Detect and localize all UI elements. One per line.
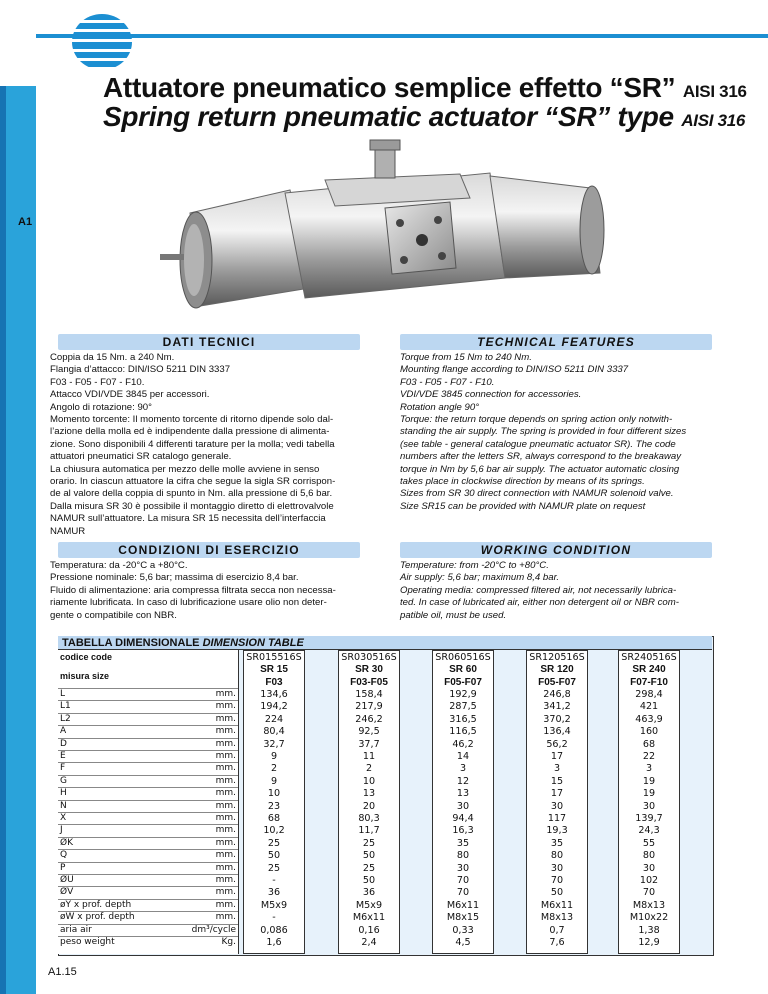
column-code: SR240516S [621,652,677,663]
table-cell: 9 [270,775,278,787]
table-cell: 3 [459,763,467,775]
row-unit: mm. [215,726,236,737]
row-unit: Kg. [221,937,236,947]
row-unit: dm³/cycle [191,924,236,935]
title-english-suffix: AISI 316 [681,111,746,130]
table-cell: 50 [362,875,376,886]
table-cell: 139,7 [635,813,663,824]
size-column [243,650,305,954]
row-divider [58,849,238,850]
table-cell: M8x13 [540,912,574,924]
title-italian [103,72,747,104]
table-cell: 13 [362,788,376,800]
table-cell: 80 [456,850,470,862]
row-unit: mm. [215,899,236,910]
row-unit: mm. [215,850,236,861]
table-cell: - [272,912,276,924]
column-flange: F03 [265,676,283,688]
row-unit: mm. [215,887,236,898]
row-label: øY x prof. depth [60,899,132,910]
table-cell: 341,2 [543,701,571,713]
table-cell: 80,3 [358,813,380,824]
table-cell: 246,2 [355,713,383,725]
working-condition-text: Temperature: from -20°C to +80°C. Air supply: 5,6 bar; maximum 8,4 bar. Operating media: compressed filtered air, not necessarily lubrica- ted. In case of lubricated air, either non detergent oil or NBR com- patible oil, must be used. [400,560,679,621]
table-cell: 25 [267,862,281,874]
table-cell: 2 [365,763,373,775]
row-divider [58,787,238,788]
table-cell: 298,4 [635,689,663,700]
table-cell: 20 [362,800,376,812]
row-label: J [60,825,63,836]
row-label: X [60,813,67,823]
row-label: ØK [60,837,73,848]
dimension-table-heading-en: DIMENSION TABLE [202,637,304,649]
table-cell: M8x15 [446,912,480,924]
row-unit: mm. [215,862,236,873]
row-label: peso weight [60,937,115,947]
table-cell: 7,6 [549,937,565,948]
table-cell: 1,38 [638,924,660,936]
table-cell: 370,2 [543,713,571,725]
row-divider [58,762,238,763]
table-cell: 134,6 [260,689,288,700]
table-cell: 94,4 [452,813,474,824]
table-cell: 19,3 [546,825,568,837]
table-cell: 13 [456,788,470,800]
table-cell: 12 [456,775,470,787]
table-cell: 92,5 [358,726,380,738]
dimension-table-heading [58,636,712,650]
table-cell: 50 [362,850,376,862]
size-column [338,650,400,954]
table-cell: 46,2 [452,738,474,750]
table-cell: M5x9 [260,899,288,911]
row-label: øW x prof. depth [60,912,135,923]
size-column [432,650,494,954]
row-unit: mm. [215,788,236,799]
column-code: SR030516S [341,652,397,663]
row-divider [58,750,238,751]
column-code: SR060516S [435,652,491,663]
table-cell: 316,5 [449,713,477,725]
table-cell: 3 [645,763,653,775]
row-label: Q [60,850,68,861]
table-cell: 23 [267,800,281,812]
table-cell: 32,7 [263,738,285,750]
page-marker: A1 [18,216,33,228]
row-label: A [60,726,67,737]
row-divider [58,874,238,875]
row-unit: mm. [215,825,236,836]
size-column [526,650,588,954]
table-cell: 192,9 [449,689,477,700]
table-cell: 217,9 [355,701,383,713]
row-unit: mm. [215,701,236,712]
table-cell: 56,2 [546,738,568,750]
row-divider [58,700,238,701]
code-label: codice code [60,652,113,662]
row-label: ØU [60,875,74,885]
table-cell: 2 [270,763,278,775]
title-english-text: Spring return pneumatic actuator “SR” type [103,101,674,132]
table-cell: - [272,875,276,886]
table-cell: 287,5 [449,701,477,713]
row-label: G [60,775,67,786]
title-english [103,101,745,133]
column-size: SR 240 [632,664,666,675]
table-cell: 35 [456,837,470,849]
column-flange: F03-F05 [350,676,388,688]
table-cell: 224 [264,713,284,725]
row-unit: mm. [215,751,236,761]
table-cell: 0,086 [260,924,288,936]
table-cell: 30 [642,800,656,812]
table-cell: 37,7 [358,738,380,750]
table-cell: 158,4 [355,689,383,700]
table-cell: 25 [362,862,376,874]
table-cell: 194,2 [260,701,288,713]
chapter-sidebar-edge [0,86,6,994]
table-cell: 36 [267,887,281,899]
table-cell: 80 [550,850,564,862]
section-heading-technical-features: TECHNICAL FEATURES [400,334,712,350]
table-cell: M6x11 [352,912,386,924]
row-divider [58,688,238,689]
row-label: E [60,751,66,761]
table-cell: 30 [456,800,470,812]
row-divider [58,775,238,776]
condizioni-text: Temperatura: da -20°C a +80°C. Pressione nominale: 5,6 bar; massima di esercizio 8,4 bar. Fluido di alimentazione: aria compressa filtrata secca non necessa- riamente lubrificata. In caso di lubrificazione usare olio non deter- gente o compatibile con NBR. [50,560,336,621]
table-cell: 102 [639,875,659,886]
row-divider [58,800,238,801]
column-size: SR 60 [449,664,477,675]
table-cell: 30 [456,862,470,874]
row-unit: mm. [215,775,236,786]
dimension-label-column [58,650,239,954]
company-logo [60,10,144,74]
table-cell: 4,5 [455,937,471,948]
row-label: L1 [60,701,71,712]
table-cell: 25 [267,837,281,849]
table-cell: 11 [362,751,376,762]
table-cell: 30 [550,862,564,874]
dimension-table-heading-it: TABELLA DIMENSIONALE [62,637,200,649]
row-label: H [60,788,67,799]
table-cell: 68 [267,813,281,824]
table-cell: 17 [550,751,564,762]
table-cell: 246,8 [543,689,571,700]
table-cell: 0,16 [358,924,380,936]
table-cell: 70 [550,875,564,886]
row-divider [58,824,238,825]
table-cell: 463,9 [635,713,663,725]
table-cell: 70 [456,875,470,886]
row-unit: mm. [215,912,236,923]
table-cell: 117 [547,813,567,824]
table-cell: 9 [270,751,278,762]
table-cell: 17 [550,788,564,800]
row-label: L2 [60,713,71,724]
table-cell: M10x22 [629,912,669,924]
title-italian-text: Attuatore pneumatico semplice effetto “SR” [103,72,676,103]
table-cell: 11,7 [358,825,380,837]
row-label: ØV [60,887,74,898]
row-divider [58,812,238,813]
table-cell: M6x11 [446,899,480,911]
title-italian-suffix: AISI 316 [682,82,747,101]
row-divider [58,713,238,714]
row-label: L [60,689,66,699]
table-cell: 50 [550,887,564,899]
row-unit: mm. [215,689,236,699]
column-flange: F05-F07 [444,676,482,688]
table-cell: 116,5 [449,726,477,738]
column-flange: F07-F10 [630,676,668,688]
row-divider [58,886,238,887]
table-cell: 3 [553,763,561,775]
table-cell: 55 [642,837,656,849]
table-cell: 2,4 [361,937,377,948]
table-cell: 80 [642,850,656,862]
row-divider [58,725,238,726]
table-cell: 25 [362,837,376,849]
row-label: D [60,738,67,749]
table-cell: M8x13 [632,899,666,911]
row-unit: mm. [215,800,236,811]
column-size: SR 30 [355,664,383,675]
size-column [618,650,680,954]
table-cell: 12,9 [638,937,660,948]
section-heading-working-condition: WORKING CONDITION [400,542,712,558]
table-cell: 50 [267,850,281,862]
row-label: P [60,862,66,873]
table-cell: 70 [456,887,470,899]
table-cell: 421 [639,701,659,713]
row-label: N [60,800,67,811]
table-cell: M5x9 [355,899,383,911]
column-size: SR 120 [540,664,574,675]
size-label: misura size [60,671,110,681]
table-cell: 30 [550,800,564,812]
actuator-photo [160,138,640,318]
table-cell: 16,3 [452,825,474,837]
table-cell: 10,2 [263,825,285,837]
table-cell: 0,33 [452,924,474,936]
row-unit: mm. [215,813,236,823]
row-label: F [60,763,66,774]
row-label: aria air [60,924,92,935]
dati-tecnici-text: Coppia da 15 Nm. a 240 Nm. Flangia d’attacco: DIN/ISO 5211 DIN 3337 F03 - F05 - F07 - F10. Attacco VDI/VDE 3845 per accessori. Angolo di rotazione: 90° Momento torcente: Il momento torcente di ritorno dipende solo dal- l’azione della molla ed è indipendente dalla pressione di alimenta- zione. Sono disponibili 4 differenti tarature per la molla; vedi tabella attuatori pneumatici SR catalogo generale. La chiusura automatica per mezzo delle molle avviene in senso orario. In ciascun attuatore la cifra che segue la sigla SR corrispon- de al valore della coppia di spunto in Nm. alla pressione di 5,6 bar. Dalla misura SR 30 è possibile il montaggio diretto di elettrovalvole NAMUR sull’attuatore. La misura SR 15 necessita dell’interfaccia NAMUR [50,352,336,537]
section-heading-condizioni: CONDIZIONI DI ESERCIZIO [58,542,360,558]
table-cell: 36 [362,887,376,899]
section-heading-dati-tecnici: DATI TECNICI [58,334,360,350]
row-unit: mm. [215,713,236,724]
column-code: SR120516S [529,652,585,663]
table-cell: 136,4 [543,726,571,738]
row-divider [58,862,238,863]
table-cell: 19 [642,775,656,787]
table-cell: 80,4 [263,726,285,738]
table-cell: 160 [639,726,659,738]
technical-features-text: Torque from 15 Nm to 240 Nm. Mounting flange according to DIN/ISO 5211 DIN 3337 F03 - F05 - F07 - F10. VDI/VDE 3845 connection for accessories. Rotation angle 90° Torque: the return torque depends on spring action only notwith- standing the air supply. The spring is provided in four different sizes (see table - general catalogue pneumatic actuator SR). The code numbers after the letters SR, always correspond to the breakaway torque in Nm by 5,6 bar air supply. The actuator automatic closing takes place in clockwise direction by means of its springs. Sizes from SR 30 direct connection with NAMUR solenoid valve. Size SR15 can be provided with NAMUR plate on request [400,352,687,512]
table-cell: 15 [550,775,564,787]
row-unit: mm. [215,875,236,885]
header-rule [36,34,768,38]
row-unit: mm. [215,738,236,749]
table-cell: 68 [642,738,656,750]
column-size: SR 15 [260,664,288,675]
row-unit: mm. [215,763,236,774]
table-cell: 30 [642,862,656,874]
table-cell: 19 [642,788,656,800]
row-divider [58,837,238,838]
row-divider [58,738,238,739]
table-cell: 1,6 [266,937,282,948]
column-code: SR015516S [246,652,302,663]
table-cell: M6x11 [540,899,574,911]
column-flange: F05-F07 [538,676,576,688]
table-cell: 10 [362,775,376,787]
row-unit: mm. [215,837,236,848]
table-cell: 35 [550,837,564,849]
table-cell: 24,3 [638,825,660,837]
page-number: A1.15 [48,966,77,978]
table-cell: 0,7 [549,924,565,936]
table-cell: 14 [456,751,470,762]
table-cell: 10 [267,788,281,800]
table-cell: 22 [642,751,656,762]
table-cell: 70 [642,887,656,899]
